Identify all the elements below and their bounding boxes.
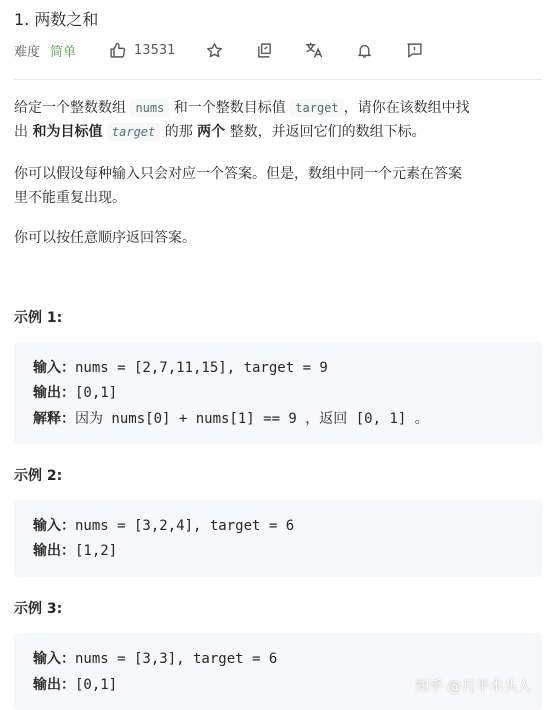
example-code-block	[14, 633, 542, 710]
example-value: nums = [2,7,11,15], target = 9	[75, 360, 328, 376]
example-line	[33, 515, 294, 537]
example-code-block	[14, 500, 542, 577]
description-text: ，请你在该数组中找	[343, 100, 470, 116]
inline-code-target: target	[290, 99, 343, 117]
example-title: 示例 2:	[14, 468, 63, 484]
description-text: 和一个整数目标值	[169, 100, 291, 116]
example-line	[33, 648, 277, 670]
inline-code-target-italic: target	[107, 123, 160, 141]
problem-title: 1. 两数之和	[14, 10, 99, 29]
example-key: 输入：	[33, 518, 75, 534]
bold-text: 和为目标值	[32, 124, 103, 140]
example-value: nums = [3,3], target = 6	[75, 651, 278, 667]
description-text: 给定一个整数数组	[14, 100, 131, 116]
example-value: [0,1]	[75, 677, 118, 693]
example-line	[33, 540, 117, 562]
translate-icon[interactable]	[305, 41, 323, 59]
thumbs-up-icon	[108, 41, 126, 59]
description-text: 的那	[160, 124, 198, 140]
description-line	[14, 96, 542, 120]
example-code-block	[14, 342, 542, 444]
example-key: 输入：	[33, 360, 75, 376]
example-key: 输入：	[33, 651, 75, 667]
share-icon[interactable]	[255, 41, 273, 59]
report-icon[interactable]	[405, 41, 423, 59]
description-text: 出	[14, 124, 33, 140]
example-value: 因为 nums[0] + nums[1] == 9 ，返回 [0, 1] 。	[75, 411, 429, 427]
example-value: [1,2]	[75, 543, 118, 559]
problem-meta-bar	[14, 40, 423, 60]
description-text: 整数，并返回它们的数组下标。	[225, 124, 426, 140]
example-key: 输出：	[33, 677, 75, 693]
example-line	[33, 382, 117, 404]
description-paragraph-2	[14, 162, 542, 210]
example-key: 输出：	[33, 385, 75, 401]
example-key: 输出：	[33, 543, 75, 559]
zhihu-watermark: 知乎 @月半木头人	[415, 679, 532, 695]
like-button[interactable]	[108, 41, 175, 59]
example-title: 示例 3:	[14, 601, 63, 617]
bold-text: 两个	[197, 124, 226, 140]
example-line	[33, 674, 117, 696]
description-paragraph-1	[14, 96, 542, 144]
header-divider	[14, 79, 542, 80]
example-value: [0,1]	[75, 385, 118, 401]
bell-icon[interactable]	[355, 41, 373, 59]
like-count: 13531	[134, 42, 176, 58]
example-line	[33, 357, 328, 379]
description-line: 你可以假设每种输入只会对应一个答案。但是，数组中同一个元素在答案	[14, 166, 462, 182]
example-line	[33, 408, 429, 430]
inline-code-nums: nums	[130, 99, 169, 117]
example-key: 解释：	[33, 411, 75, 427]
description-line	[14, 120, 542, 144]
example-title: 示例 1:	[14, 310, 63, 326]
description-paragraph-3: 你可以按任意顺序返回答案。	[14, 230, 196, 246]
difficulty-label: 难度	[14, 44, 41, 60]
star-icon[interactable]	[205, 41, 223, 59]
description-line: 里不能重复出现。	[14, 190, 126, 206]
difficulty-badge: 简单	[50, 44, 77, 60]
example-value: nums = [3,2,4], target = 6	[75, 518, 295, 534]
